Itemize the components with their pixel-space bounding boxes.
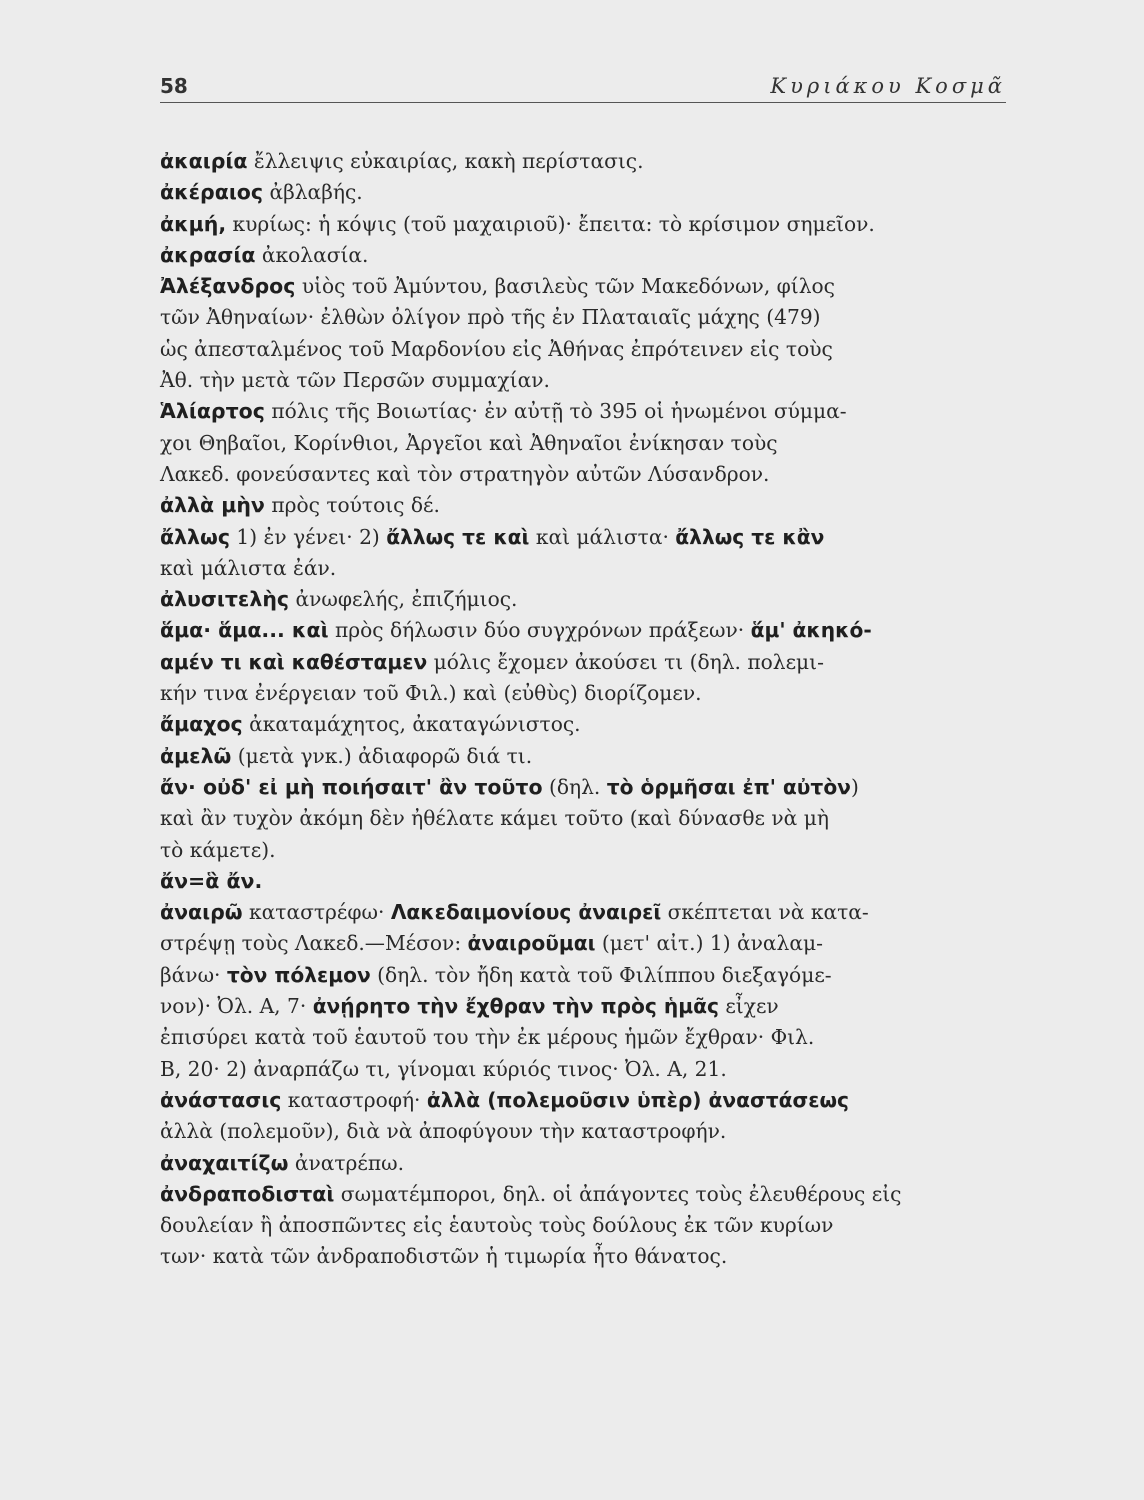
entry-text: κυρίως: ἡ κόψις (τοῦ μαχαιριοῦ)· ἔπειτα: τὸ κρίσιμον σημεῖον. (226, 211, 875, 236)
entry-headword: ἀκμή, (160, 211, 227, 236)
entry-headword: Ἁλίαρτος (160, 399, 265, 424)
entry-line (160, 271, 1010, 302)
entry-text: πρὸς τούτοις δέ. (264, 493, 440, 518)
dictionary-entry (160, 271, 1010, 396)
entry-text: των· κατὰ τῶν ἀνδραποδιστῶν ἡ τιμωρία ἦτο θάνατος. (160, 1244, 728, 1269)
entry-text: (δηλ. τὸν ἤδη κατὰ τοῦ Φιλίππου διεξαγόμε- (370, 962, 832, 987)
entry-line (160, 615, 1010, 646)
dictionary-entry (160, 490, 1010, 521)
entry-line (160, 365, 1010, 396)
entry-line (160, 459, 1010, 490)
entry-text: νον)· Ὀλ. Α, 7· (160, 994, 313, 1019)
dictionary-entry (160, 240, 1010, 271)
dictionary-entry (160, 1085, 1010, 1148)
entry-text: καὶ μάλιστα ἐάν. (160, 555, 337, 580)
entry-line (160, 928, 1010, 959)
entry-line (160, 741, 1010, 772)
entry-line (160, 209, 1010, 240)
dictionary-entry (160, 897, 1010, 1085)
bold-phrase: ἀλλὰ (πολεμοῦσιν ὑπὲρ) ἀναστάσεως (426, 1087, 849, 1112)
entry-line (160, 177, 1010, 208)
entry-text: καταστροφή· (281, 1087, 427, 1112)
entry-headword: ἀναχαιτίζω (160, 1150, 289, 1175)
entry-line (160, 709, 1010, 740)
entry-text: σωματέμποροι, δηλ. οἱ ἀπάγοντες τοὺς ἐλευθέρους εἰς (334, 1181, 902, 1206)
entry-line (160, 960, 1010, 991)
entry-line (160, 490, 1010, 521)
dictionary-entry (160, 866, 1010, 897)
entry-text: εἶχεν (718, 994, 779, 1019)
entry-headword: ἄμαχος (160, 712, 243, 737)
entry-text: μόλις ἔχομεν ἀκούσει τι (δηλ. πολεμι- (427, 649, 824, 674)
entry-text: (μετὰ γνκ.) ἀδιαφορῶ διά τι. (231, 743, 533, 768)
bold-phrase: ἀναιροῦμαι (467, 931, 596, 956)
entry-headword: ἅμα· ἅμα... καὶ (160, 618, 329, 643)
entry-text: βάνω· (160, 962, 227, 987)
entry-text: σκέπτεται νὰ κατα- (661, 900, 869, 925)
bold-phrase: τὸν πόλεμον (226, 962, 371, 987)
dictionary-entry (160, 1179, 1010, 1273)
running-head: Κυριάκου Κοσμᾶ (770, 74, 1006, 98)
dictionary-entries (160, 146, 1010, 1273)
entry-text: ἀκαταμάχητος, ἀκαταγώνιστος. (242, 712, 581, 737)
entry-headword: ἀμελῶ (160, 743, 232, 768)
entry-line (160, 1241, 1010, 1272)
entry-text: τῶν Ἀθηναίων· ἐλθὼν ὀλίγον πρὸ τῆς ἐν Πλαταιαῖς μάχης (479) (160, 305, 821, 330)
entry-text: (δηλ. (542, 774, 607, 799)
entry-text: ἀλλὰ (πολεμοῦν), διὰ νὰ ἀποφύγουν τὴν καταστροφήν. (160, 1119, 727, 1144)
entry-text: ἀνωφελής, ἐπιζήμιος. (289, 587, 518, 612)
entry-text: ἐπισύρει κατὰ τοῦ ἑαυτοῦ του τὴν ἐκ μέρους ἡμῶν ἔχθραν· Φιλ. (160, 1025, 815, 1050)
entry-line (160, 835, 1010, 866)
entry-line (160, 647, 1010, 678)
bold-phrase: τὸ ὁρμῆσαι ἐπ' αὐτὸν (606, 774, 851, 799)
entry-text: καταστρέφω· (242, 900, 391, 925)
bold-phrase: ἄλλως τε κἂν (675, 524, 825, 549)
bold-phrase: ἀνῄρητο τὴν ἔχθραν τὴν πρὸς ἡμᾶς (312, 994, 719, 1019)
entry-line (160, 1210, 1010, 1241)
entry-headword: Ἀλέξανδρος (160, 274, 296, 299)
entry-line (160, 553, 1010, 584)
dictionary-entry (160, 615, 1010, 709)
entry-line (160, 866, 1010, 897)
entry-headword: ἀκρασία (160, 242, 256, 267)
entry-headword: ἀναιρῶ (160, 900, 243, 925)
entry-text: πόλις τῆς Βοιωτίας· ἐν αὐτῇ τὸ 395 οἱ ἡνωμένοι σύμμα- (264, 399, 847, 424)
entry-headword: ἀλλὰ μὴν (160, 493, 265, 518)
dictionary-entry (160, 396, 1010, 490)
bold-phrase: αμέν τι καὶ καθέσταμεν (160, 649, 428, 674)
entry-headword: ἀκαιρία (160, 149, 248, 173)
entry-text: Ἀθ. τὴν μετὰ τῶν Περσῶν συμμαχίαν. (160, 368, 550, 393)
dictionary-entry (160, 1148, 1010, 1179)
entry-text: Λακεδ. φονεύσαντες καὶ τὸν στρατηγὸν αὐτῶν Λύσανδρον. (160, 461, 770, 486)
entry-text: ἀνατρέπω. (288, 1150, 405, 1175)
entry-line (160, 897, 1010, 928)
entry-text: Β, 20· 2) ἀναρπάζω τι, γίνομαι κύριός τινος· Ὀλ. Α, 21. (160, 1056, 727, 1081)
entry-headword: ἄν· οὐδ' εἰ μὴ ποιήσαιτ' ἂν τοῦτο (160, 774, 543, 799)
entry-line (160, 991, 1010, 1022)
dictionary-entry (160, 709, 1010, 740)
bold-phrase: Λακεδαιμονίους ἀναιρεῖ (390, 900, 662, 925)
entry-headword: ἀνδραποδισταὶ (160, 1181, 335, 1206)
dictionary-entry (160, 146, 1010, 177)
entry-headword: ἀκέραιος (160, 180, 264, 205)
entry-line (160, 240, 1010, 271)
entry-line (160, 334, 1010, 365)
entry-text: κήν τινα ἐνέργειαν τοῦ Φιλ.) καὶ (εὐθὺς) διορίζομεν. (160, 681, 702, 706)
entry-line (160, 772, 1010, 803)
entry-line (160, 396, 1010, 427)
page-number: 58 (160, 74, 188, 98)
entry-text: ) (850, 774, 859, 799)
dictionary-entry (160, 209, 1010, 240)
entry-text: (μετ' αἰτ.) 1) ἀναλαμ- (595, 931, 823, 956)
entry-line (160, 803, 1010, 834)
entry-line (160, 1022, 1010, 1053)
dictionary-entry (160, 522, 1010, 585)
entry-text: ἀβλαβής. (263, 180, 363, 205)
entry-line (160, 678, 1010, 709)
bold-phrase: ἄλλως τε καὶ (386, 524, 530, 549)
entry-text: ἔλλειψις εὐκαιρίας, κακὴ περίστασις. (247, 149, 644, 173)
entry-line (160, 302, 1010, 333)
entry-text: ἀκολασία. (255, 242, 369, 267)
entry-text: δουλείαν ἢ ἀποσπῶντες εἰς ἑαυτοὺς τοὺς δούλους ἐκ τῶν κυρίων (160, 1213, 834, 1238)
dictionary-entry (160, 741, 1010, 772)
entry-line (160, 1085, 1010, 1116)
entry-headword: ἄλλως (160, 524, 230, 549)
entry-text: 1) ἐν γένει· 2) (230, 524, 387, 549)
bold-phrase: ἅμ' ἀκηκό- (750, 618, 872, 643)
entry-text: τὸ κάμετε). (160, 837, 276, 862)
entry-line (160, 1116, 1010, 1147)
dictionary-entry (160, 177, 1010, 208)
entry-text: καὶ ἂν τυχὸν ἀκόμη δὲν ἠθέλατε κάμει τοῦτο (καὶ δύνασθε νὰ μὴ (160, 806, 829, 831)
entry-text: στρέψῃ τοὺς Λακεδ.—Μέσον: (160, 931, 468, 956)
entry-text: ὡς ἀπεσταλμένος τοῦ Μαρδονίου εἰς Ἀθήνας ἐπρότεινεν εἰς τοὺς (160, 336, 833, 361)
entry-text: πρὸς δήλωσιν δύο συγχρόνων πράξεων· (328, 618, 751, 643)
dictionary-entry (160, 772, 1010, 866)
dictionary-entry (160, 584, 1010, 615)
entry-text: υἱὸς τοῦ Ἀμύντου, βασιλεὺς τῶν Μακεδόνων, φίλος (295, 274, 835, 299)
entry-line (160, 428, 1010, 459)
entry-line (160, 1054, 1010, 1085)
entry-line (160, 584, 1010, 615)
entry-line (160, 146, 1010, 177)
entry-headword: ἀλυσιτελὴς (160, 587, 290, 612)
entry-line (160, 1179, 1010, 1210)
entry-headword: ἄν=ἃ ἄν. (160, 868, 263, 893)
entry-text: χοι Θηβαῖοι, Κορίνθιοι, Ἀργεῖοι καὶ Ἀθηναῖοι ἐνίκησαν τοὺς (160, 430, 778, 455)
entry-line (160, 522, 1010, 553)
entry-line (160, 1148, 1010, 1179)
entry-text: καὶ μάλιστα· (529, 524, 676, 549)
page-header (160, 74, 1006, 103)
entry-headword: ἀνάστασις (160, 1087, 282, 1112)
